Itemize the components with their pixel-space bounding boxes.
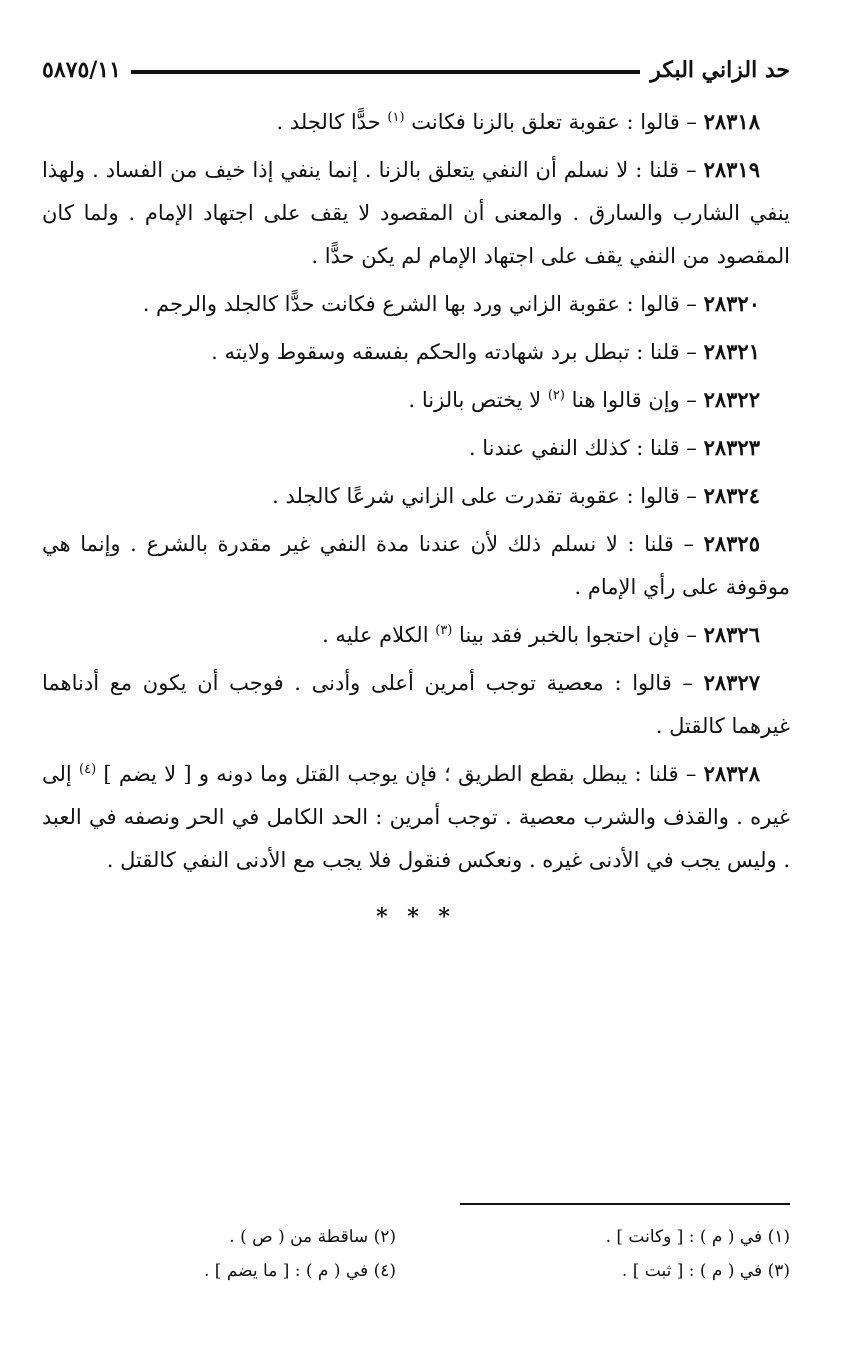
paragraph-separator: –: [679, 436, 704, 460]
paragraph-text-continued: حدًّا كالجلد .: [276, 110, 388, 134]
paragraph: [42, 661, 790, 748]
header-title: حد الزاني البكر: [650, 57, 790, 83]
footnote-marker: (٤): [79, 762, 97, 777]
footnotes: [42, 1220, 790, 1288]
paragraph-number: ٢٨٣٢١: [703, 339, 760, 364]
paragraph-separator: –: [679, 340, 704, 364]
paragraph-separator: –: [671, 671, 704, 695]
paragraph-separator: –: [679, 292, 704, 316]
paragraph-text: قالوا : عقوبة تعلق بالزنا فكانت: [404, 110, 680, 134]
paragraph-text: قالوا : عقوبة تقدرت على الزاني شرعًا كالجلد .: [272, 484, 680, 508]
paragraph: [42, 100, 790, 144]
paragraph-text: قالوا : عقوبة الزاني ورد بها الشرع فكانت حدًّا كالجلد والرجم .: [142, 292, 680, 316]
paragraph-text: قالوا : معصية توجب أمرين أعلى وأدنى . فوجب أن يكون مع أدناهما غيرهما كالقتل .: [42, 671, 790, 738]
paragraph-separator: –: [678, 762, 704, 786]
paragraph: [42, 752, 790, 882]
paragraph-number: ٢٨٣٢٠: [703, 291, 760, 316]
footnote-marker: (٣): [435, 623, 453, 638]
paragraph-number: ٢٨٣٢٤: [703, 483, 760, 508]
paragraph: [42, 282, 790, 326]
footnote-rule: [460, 1203, 790, 1205]
footnote-marker: (٢): [547, 388, 565, 403]
footnote: (٢) ساقطة من ( ص ) .: [229, 1227, 396, 1247]
paragraph-number: ٢٨٣١٨: [703, 109, 760, 134]
paragraph-separator: –: [679, 110, 704, 134]
paragraph: [42, 426, 790, 470]
paragraph-number: ٢٨٣٢٧: [703, 670, 761, 695]
paragraph-text: قلنا : لا نسلم أن النفي يتعلق بالزنا . إنما ينفي إذا خيف من الفساد . ولهذا ينفي الشارب والسارق . والمعنى أن المقصود لا يقف على اجتهاد الإمام . ولما كان المقصود من النفي يقف على اجتهاد الإمام لم يكن حدًّا .: [42, 158, 790, 268]
paragraph-number: ٢٨٣١٩: [703, 157, 760, 182]
book-page: [42, 50, 790, 1281]
header-page-reference: ٥٨٧٥/١١: [42, 57, 121, 83]
footnote: (٣) في ( م ) : [ ثبت ] .: [621, 1261, 790, 1281]
paragraph-number: ٢٨٣٢٨: [703, 761, 760, 786]
paragraph: [42, 330, 790, 374]
paragraph: [42, 474, 790, 518]
paragraph-text: قلنا : يبطل بقطع الطريق ؛ فإن يوجب القتل وما دونه و [ لا يضم ]: [96, 762, 679, 786]
footnote: (٤) في ( م ) : [ ما يضم ] .: [203, 1261, 396, 1281]
paragraph-text-continued: إلى غيره . والقذف والشرب معصية . توجب أمرين : الحد الكامل في الحر ونصفه في العبد . وليس يجب في الأدنى غيره . ونعكس فنقول فلا يجب مع الأدنى النفي كالقتل .: [42, 762, 790, 872]
paragraph-separator: –: [679, 484, 704, 508]
paragraph-separator: –: [679, 158, 704, 182]
paragraph: [42, 522, 790, 609]
footnote: (١) في ( م ) : [ وكانت ] .: [605, 1227, 790, 1247]
header-double-rule: [131, 70, 640, 74]
paragraph-text: وإن قالوا هنا: [564, 388, 680, 412]
paragraph-text: قلنا : كذلك النفي عندنا .: [468, 436, 680, 460]
section-separator: * * *: [376, 904, 456, 930]
paragraph: [42, 613, 790, 657]
paragraph-text-continued: الكلام عليه .: [322, 623, 436, 647]
paragraph: [42, 148, 790, 278]
paragraph-text: قلنا : لا نسلم ذلك لأن عندنا مدة النفي غير مقدرة بالشرع . وإنما هي موقوفة على رأي الإمام .: [42, 532, 790, 599]
running-header: [42, 50, 790, 90]
paragraph-text-continued: لا يختص بالزنا .: [408, 388, 548, 412]
paragraph-number: ٢٨٣٢٣: [703, 435, 760, 460]
paragraph-separator: –: [673, 532, 704, 556]
footnote-marker: (١): [387, 110, 405, 125]
paragraph-separator: –: [679, 388, 704, 412]
paragraph-number: ٢٨٣٢٢: [703, 387, 760, 412]
paragraph-text: قلنا : تبطل برد شهادته والحكم بفسقه وسقوط ولايته .: [211, 340, 680, 364]
paragraph-number: ٢٨٣٢٥: [703, 531, 760, 556]
body-text: [42, 100, 790, 939]
paragraph-number: ٢٨٣٢٦: [703, 622, 760, 647]
paragraph-text: فإن احتجوا بالخبر فقد بينا: [452, 623, 680, 647]
paragraph-separator: –: [679, 623, 704, 647]
paragraph: [42, 378, 790, 422]
